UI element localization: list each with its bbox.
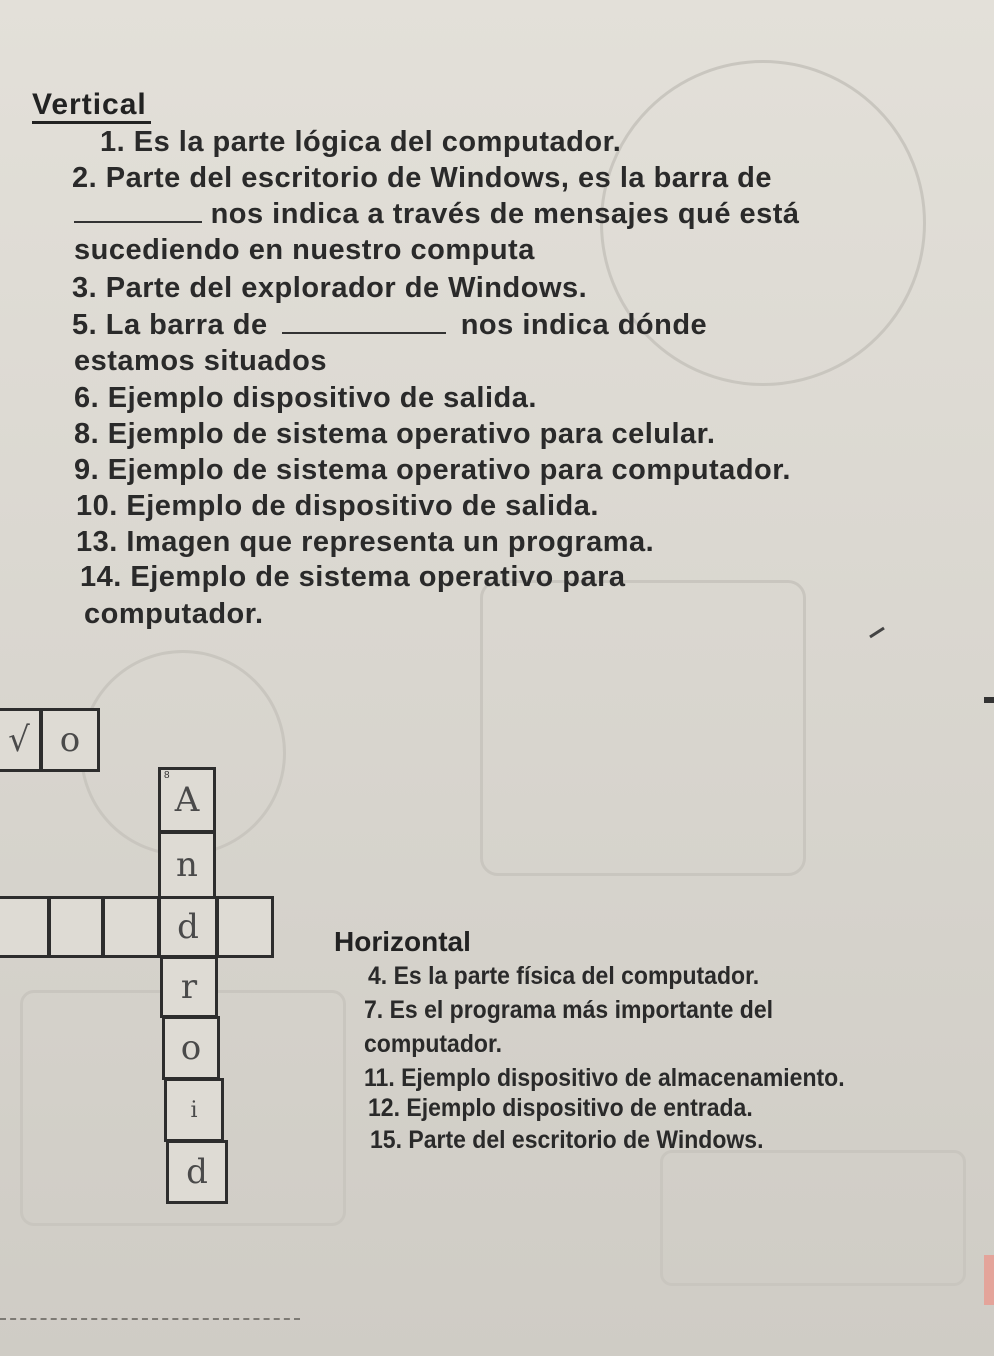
clue-line: 13. Imagen que representa un programa.: [76, 526, 655, 558]
grid-cell[interactable]: r: [160, 956, 218, 1018]
clue-line: 9. Ejemplo de sistema operativo para computador.: [74, 454, 791, 486]
grid-cell[interactable]: [158, 767, 216, 833]
clue-line: [72, 309, 707, 342]
clue-line: computador.: [84, 598, 264, 630]
red-mark: [984, 1255, 994, 1305]
clue-line: 12. Ejemplo dispositivo de entrada.: [368, 1094, 753, 1122]
clue-line: computador.: [364, 1030, 503, 1058]
clue-line: 4. Es la parte física del computador.: [368, 962, 760, 990]
faint-shape: [660, 1150, 966, 1286]
clue-line: [74, 198, 800, 231]
grid-cell[interactable]: o: [40, 708, 100, 772]
grid-cell[interactable]: [48, 896, 104, 958]
clue-text: 5. La barra de: [72, 309, 268, 341]
clue-line: 10. Ejemplo de dispositivo de salida.: [76, 490, 599, 522]
clue-line: 7. Es el programa más importante del: [364, 996, 774, 1024]
grid-cell[interactable]: [0, 896, 50, 958]
clue-line: 1. Es la parte lógica del computador.: [100, 126, 622, 158]
grid-cell[interactable]: [216, 896, 274, 958]
clue-line: sucediendo en nuestro computa: [74, 234, 535, 266]
grid-cell[interactable]: n: [158, 831, 216, 899]
clue-line: 2. Parte del escritorio de Windows, es la barra de: [72, 162, 773, 194]
clue-line: 8. Ejemplo de sistema operativo para celular.: [74, 418, 716, 450]
clue-text: nos indica dónde: [460, 309, 708, 341]
clue-line: estamos situados: [74, 345, 327, 377]
cell-number: 8: [164, 770, 170, 781]
edge-mark: [984, 697, 994, 703]
grid-cell[interactable]: d: [166, 1140, 228, 1204]
cell-letter: A: [174, 780, 200, 820]
clue-text: nos indica a través de mensajes qué está: [210, 198, 800, 230]
dashed-line: [0, 1318, 300, 1320]
vertical-heading: Vertical: [32, 88, 147, 121]
clue-line: 14. Ejemplo de sistema operativo para: [80, 561, 626, 593]
answer-blank: [74, 201, 202, 223]
answer-blank: [282, 312, 446, 334]
clue-line: 15. Parte del escritorio de Windows.: [370, 1126, 764, 1154]
grid-cell[interactable]: o: [162, 1016, 220, 1080]
horizontal-heading: Horizontal: [334, 926, 471, 957]
clue-line: 6. Ejemplo dispositivo de salida.: [74, 382, 537, 414]
pencil-mark: [868, 625, 888, 639]
clue-line: 11. Ejemplo dispositivo de almacenamiento.: [364, 1064, 845, 1092]
faint-shape: [480, 580, 806, 876]
grid-cell[interactable]: d: [158, 896, 218, 958]
grid-cell[interactable]: i: [164, 1078, 224, 1142]
clue-line: 3. Parte del explorador de Windows.: [72, 272, 588, 304]
grid-cell[interactable]: [102, 896, 160, 958]
grid-cell[interactable]: √: [0, 708, 42, 772]
